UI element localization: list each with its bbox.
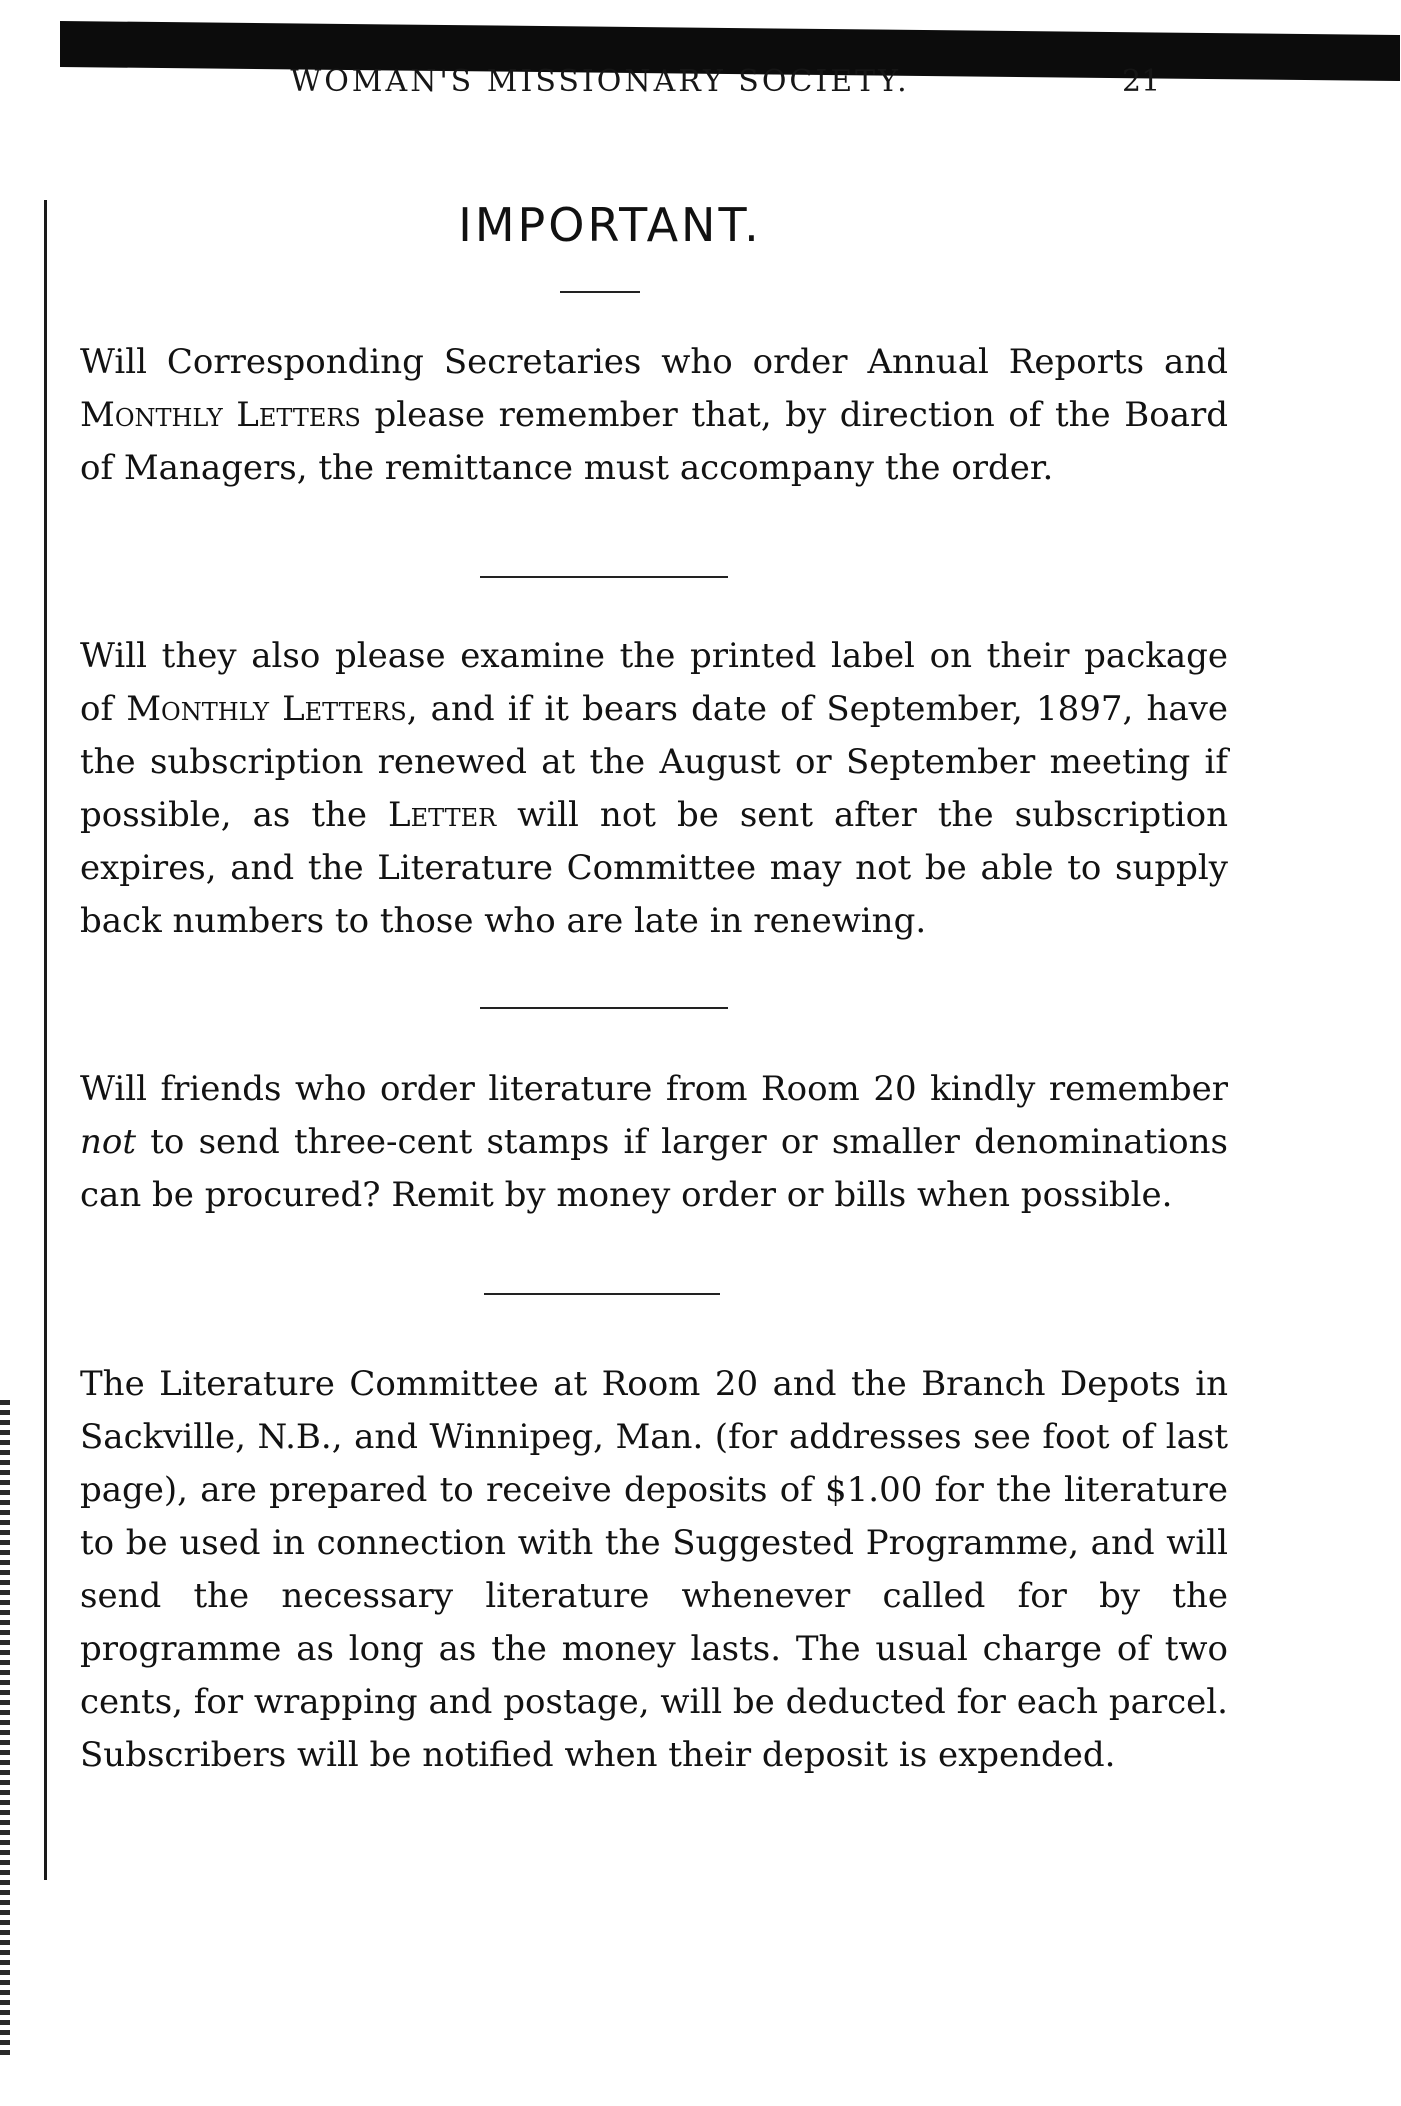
running-head: WOMAN'S MISSIONARY SOCIETY. <box>290 64 910 99</box>
p2-text-c: will not be sent after the subscription expires, and the Literature Committee may not be able to supply back numbers to those who are late in renewing. <box>80 795 1228 941</box>
p1-text-b: please remember that, by direction of the Board of Managers, the remittance must accompany the order. <box>80 395 1228 488</box>
page-number: 21 <box>1122 64 1161 99</box>
paragraph-remittance <box>42 336 1228 495</box>
p1-text-a: Will Corresponding Secretaries who order Annual Reports and <box>80 342 1228 382</box>
p2-text-b: , and if it bears date of September, 1897, have the subscription renewed at the August or September meeting if possible, as the <box>80 689 1228 835</box>
section-rule <box>484 1293 720 1295</box>
section-rule <box>480 1007 728 1009</box>
p3-not: not <box>80 1122 137 1162</box>
heading-rule <box>560 291 640 293</box>
paragraph-label <box>42 630 1228 948</box>
p2-text-a: Will they also please examine the printed label on their package of <box>80 636 1228 729</box>
p3-text-b: to send three-cent stamps if larger or smaller denominations can be procured? Remit by money order or bills when possible. <box>80 1122 1228 1215</box>
p2-monthly-letters: Monthly Letters <box>126 689 407 729</box>
section-rule <box>480 576 728 578</box>
binding-edge <box>0 1400 10 2060</box>
p1-monthly-letters: Monthly Letters <box>80 395 361 435</box>
page-heading: IMPORTANT. <box>458 198 762 252</box>
p3-text-a: Will friends who order literature from Room 20 kindly remember <box>80 1069 1228 1109</box>
paragraph-deposits: The Literature Committee at Room 20 and the Branch Depots in Sackville, N.B., and Winnipeg, Man. (for addresses see foot of last page), are prepared to receive deposits of $1.00 for the literature to be used in connection with the Suggested Programme, and will send the necessary literature whenever called for by the programme as long as the money lasts. The usual charge of two cents, for wrapping and postage, will be deducted for each parcel. Subscribers will be notified when their deposit is expended. <box>80 1364 1228 1775</box>
p2-letter: Letter <box>388 795 497 835</box>
paragraph-stamps <box>42 1063 1228 1222</box>
